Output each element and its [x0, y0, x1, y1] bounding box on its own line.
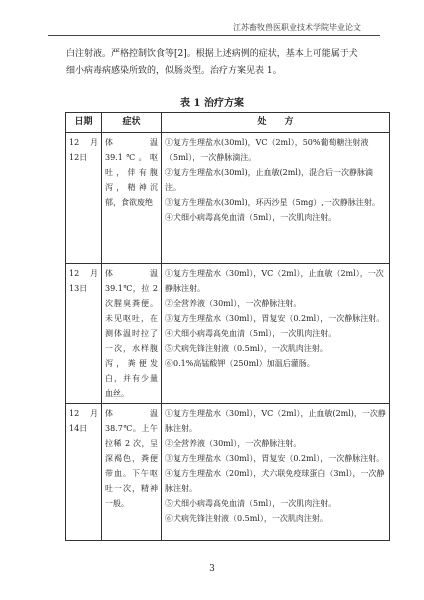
- cell-symptom: 体 温 39.1℃。呕吐，伴有腹泻，精神沉郁，食欲废绝: [102, 133, 162, 264]
- page-number: 3: [209, 564, 215, 574]
- prescription-item: ⑥犬病先锋注射液（0.5ml），一次肌肉注射。: [165, 514, 328, 523]
- intro-paragraph: [66, 46, 386, 80]
- table-row: [66, 133, 390, 264]
- table-row: [66, 264, 390, 404]
- table-row: [66, 404, 390, 541]
- prescription-item: ④犬细小病毒高免血清（5ml），一次肌肉注射。: [165, 329, 337, 338]
- prescription-item: ①复方生理盐水(30ml)，VC（2ml），50%葡萄糖注射液（5ml），一次静脉滴注。: [165, 138, 369, 162]
- prescription-item: ②全营养液（30ml），一次静脉注射。: [165, 439, 302, 448]
- header-date: 日期: [66, 113, 102, 133]
- prescription-item: ⑤犬细小病毒高免血清（5ml），一次肌肉注射。: [165, 499, 337, 508]
- prescription-item: ⑤犬病先锋注射液（0.5ml），一次肌肉注射。: [165, 344, 328, 353]
- intro-line-2: 细小病毒病感染所致的，似肠炎型。治疗方案见表 1。: [66, 66, 282, 76]
- table-header-row: [66, 113, 390, 133]
- cell-prescription: [162, 264, 390, 404]
- cell-date: 12 月 12日: [66, 133, 102, 264]
- cell-date: 12 月 14日: [66, 404, 102, 541]
- cell-prescription: [162, 133, 390, 264]
- prescription-item: ②全营养液（30ml），一次静脉注射。: [165, 299, 302, 308]
- cell-symptom: 体 温 38.7℃。上午拉稀 2 次，呈深褐色，粪便带血。下午呕吐一次，精神一般。: [102, 404, 162, 541]
- cell-symptom: 体 温 39.1℃，拉 2次腥臭粪便。未见呕吐，在测体温时拉了一次，水样腹泻，粪便发白，并有少量血丝。: [102, 264, 162, 404]
- prescription-item: ④犬细小病毒高免血清（5ml），一次肌肉注射。: [165, 213, 337, 222]
- prescription-item: ①复方生理盐水（30ml），VC（2ml），止血敏（2ml），一次静脉注射。: [165, 269, 384, 293]
- cell-date: 12 月 13日: [66, 264, 102, 404]
- prescription-item: ①复方生理盐水（30ml），VC（2ml），止血敏(2ml)，一次静脉注射。: [165, 409, 386, 433]
- intro-line-1: 白注射液。严格控制饮食等[2]。根据上述病例的症状，基本上可能属于犬: [66, 49, 358, 59]
- prescription-item: ③复方生理盐水(30ml)，环丙沙星（5mg）,一次静脉注射。: [165, 198, 380, 207]
- prescription-item: ③复方生理盐水（30ml），胃复安（0.2ml），一次静脉注射。④复方生理盐水（20ml），犬六联免疫球蛋白（3ml），一次静脉注射。: [165, 454, 385, 493]
- prescription-item: ③复方生理盐水（30ml），胃复安（0.2ml），一次静脉注射。: [165, 314, 385, 323]
- running-header: 江苏畜牧兽医职业技术学院毕业论文: [233, 23, 361, 32]
- table-title: 表 1 治疗方案: [180, 98, 244, 109]
- header-symptom: 症状: [102, 113, 162, 133]
- header-rule: [48, 35, 380, 36]
- cell-prescription: [162, 404, 390, 541]
- prescription-item: ②复方生理盐水(30ml)，止血敏(2ml)，混合后一次静脉滴注。: [165, 168, 374, 192]
- header-prescription: 处 方: [162, 113, 390, 133]
- prescription-item: ⑥0.1%高锰酸钾（250ml）加温后灌肠。: [165, 359, 315, 368]
- treatment-table: [65, 112, 390, 541]
